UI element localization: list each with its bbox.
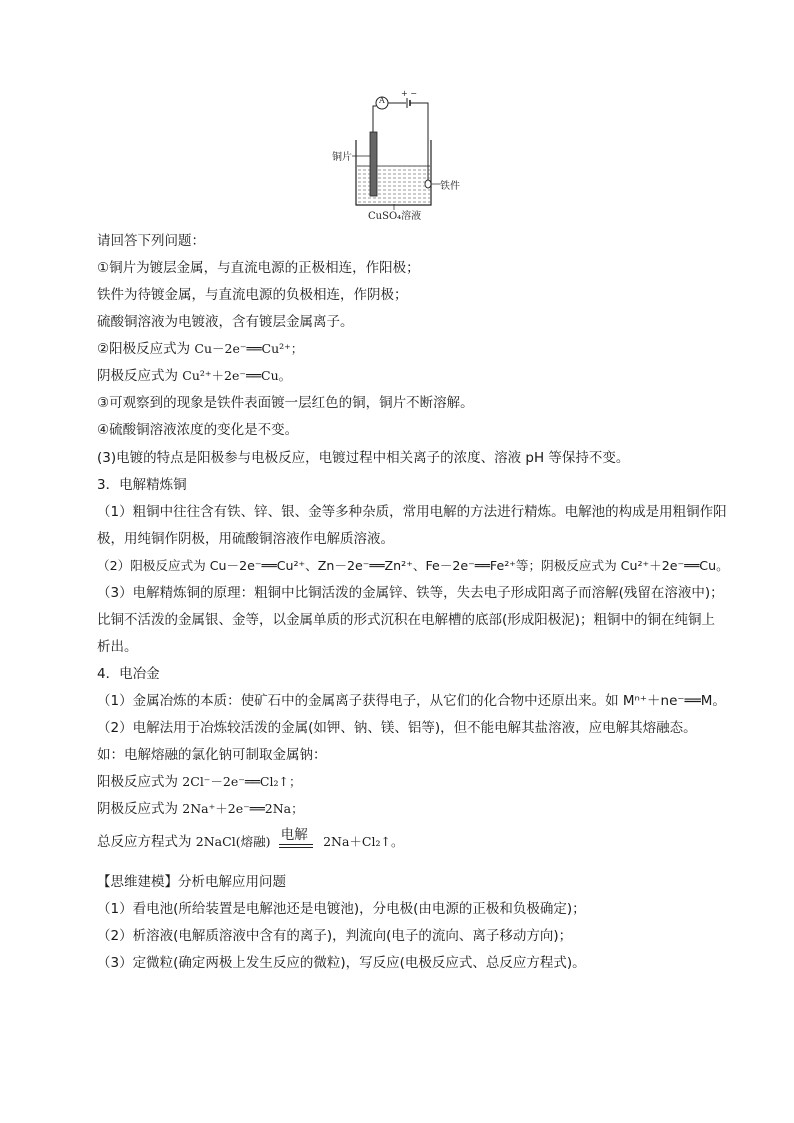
ammeter-label: A (379, 96, 385, 105)
iron-piece (425, 180, 431, 188)
paragraph-line: （1）看电池(所给装置是电解池还是电镀池)，分电极(由电源的正极和负极确定)； (97, 901, 586, 917)
section-heading: 【思维建模】分析电解应用问题 (97, 874, 286, 890)
iron-piece-label: 铁件 (440, 181, 460, 192)
section-heading: 3．电解精炼铜 (97, 477, 187, 493)
answer-line: ①铜片为镀层金属，与直流电源的正极相连，作阳极； (97, 260, 420, 276)
product: 2Na＋Cl₂↑。 (323, 834, 404, 849)
cathode-reaction-line (97, 367, 291, 385)
equation: 2Cl⁻－2e⁻══Cl₂↑； (182, 774, 302, 789)
condition-text: 电解 (280, 827, 308, 843)
anode-reaction-line (97, 773, 301, 791)
paragraph-line: （2）析溶液(电解质溶液中含有的离子)，判流向(电子的流向、离子移动方向)； (97, 928, 573, 944)
answer-line: 硫酸铜溶液为电镀液，含有镀层金属离子。 (97, 314, 354, 330)
paragraph-line: （1）粗铜中往往含有铁、锌、银、金等多种杂质，常用电解的方法进行精炼。电解池的构成是用粗铜作阳 (97, 504, 727, 520)
equation: Cu－2e⁻══Cu²⁺； (194, 341, 304, 356)
copper-plate (370, 132, 377, 196)
paragraph-line: 极，用纯铜作阴极，用硫酸铜溶液作电解质溶液。 (97, 531, 394, 547)
equals-bar (279, 844, 313, 845)
label-text: 阴极反应式为 (97, 368, 178, 384)
paragraph-line: 析出。 (97, 639, 138, 655)
question-intro: 请回答下列问题： (97, 233, 205, 249)
paragraph-line: （1）金属冶炼的本质：使矿石中的金属离子获得电子，从它们的化合物中还原出来。如 Mⁿ⁺＋ne⁻══M。 (97, 693, 726, 709)
label-text: 阳极反应式为 (97, 774, 178, 790)
electrolysis-condition (279, 827, 315, 857)
cathode-reaction-line (97, 800, 304, 818)
paragraph-line: 如：电解熔融的氯化钠可制取金属钠： (97, 747, 327, 763)
answer-line: 铁件为待镀金属，与直流电源的负极相连，作阴极； (97, 287, 408, 303)
answer-line: ④硫酸铜溶液浓度的变化是不变。 (97, 422, 299, 438)
answer-line: ③可观察到的现象是铁件表面镀一层红色的铜，铜片不断溶解。 (97, 395, 474, 411)
section-heading: 4．电冶金 (97, 666, 160, 682)
solution-label: CuSO₄溶液 (368, 211, 422, 222)
copper-plate-label: 铜片 (332, 152, 352, 163)
equals-bar (279, 847, 313, 848)
paragraph-line: （2）阳极反应式为 Cu－2e⁻══Cu²⁺、Zn－2e⁻══Zn²⁺、Fe－2e⁻══Fe²⁺等；阴极反应式为 Cu²⁺＋2e⁻══Cu。 (97, 558, 729, 573)
anode-reaction-line (97, 340, 303, 358)
paragraph-line: （3）电解精炼铜的原理：粗铜中比铜活泼的金属锌、铁等，失去电子形成阳离子而溶解(残留在溶液中)； (97, 585, 724, 601)
paragraph-line: 比铜不活泼的金属银、金等，以金属单质的形式沉积在电解槽的底部(形成阳极泥)；粗铜中的铜在纯铜上 (97, 612, 716, 628)
overall-equation-line (97, 827, 403, 857)
battery-sign-label: + − (401, 89, 417, 98)
reactant: 2NaCl(熔融) (195, 834, 271, 849)
paragraph-line: （2）电解法用于冶炼较活泼的金属(如钾、钠、镁、铝等)，但不能电解其盐溶液，应电解其熔融态。 (97, 720, 697, 736)
equation: 2Na⁺＋2e⁻══2Na； (182, 801, 304, 816)
electroplating-diagram (328, 89, 468, 222)
equation: Cu²⁺＋2e⁻══Cu。 (182, 368, 292, 383)
answer-line: (3)电镀的特点是阳极参与电极反应，电镀过程中相关离子的浓度、溶液 pH 等保持不变。 (97, 450, 630, 466)
paragraph-line: （3）定微粒(确定两极上发生反应的微粒)，写反应(电极反应式、总反应方程式)。 (97, 955, 586, 971)
label-text: 总反应方程式为 (97, 834, 192, 850)
label-text: 阴极反应式为 (97, 801, 178, 817)
label-text: ②阳极反应式为 (97, 341, 191, 357)
